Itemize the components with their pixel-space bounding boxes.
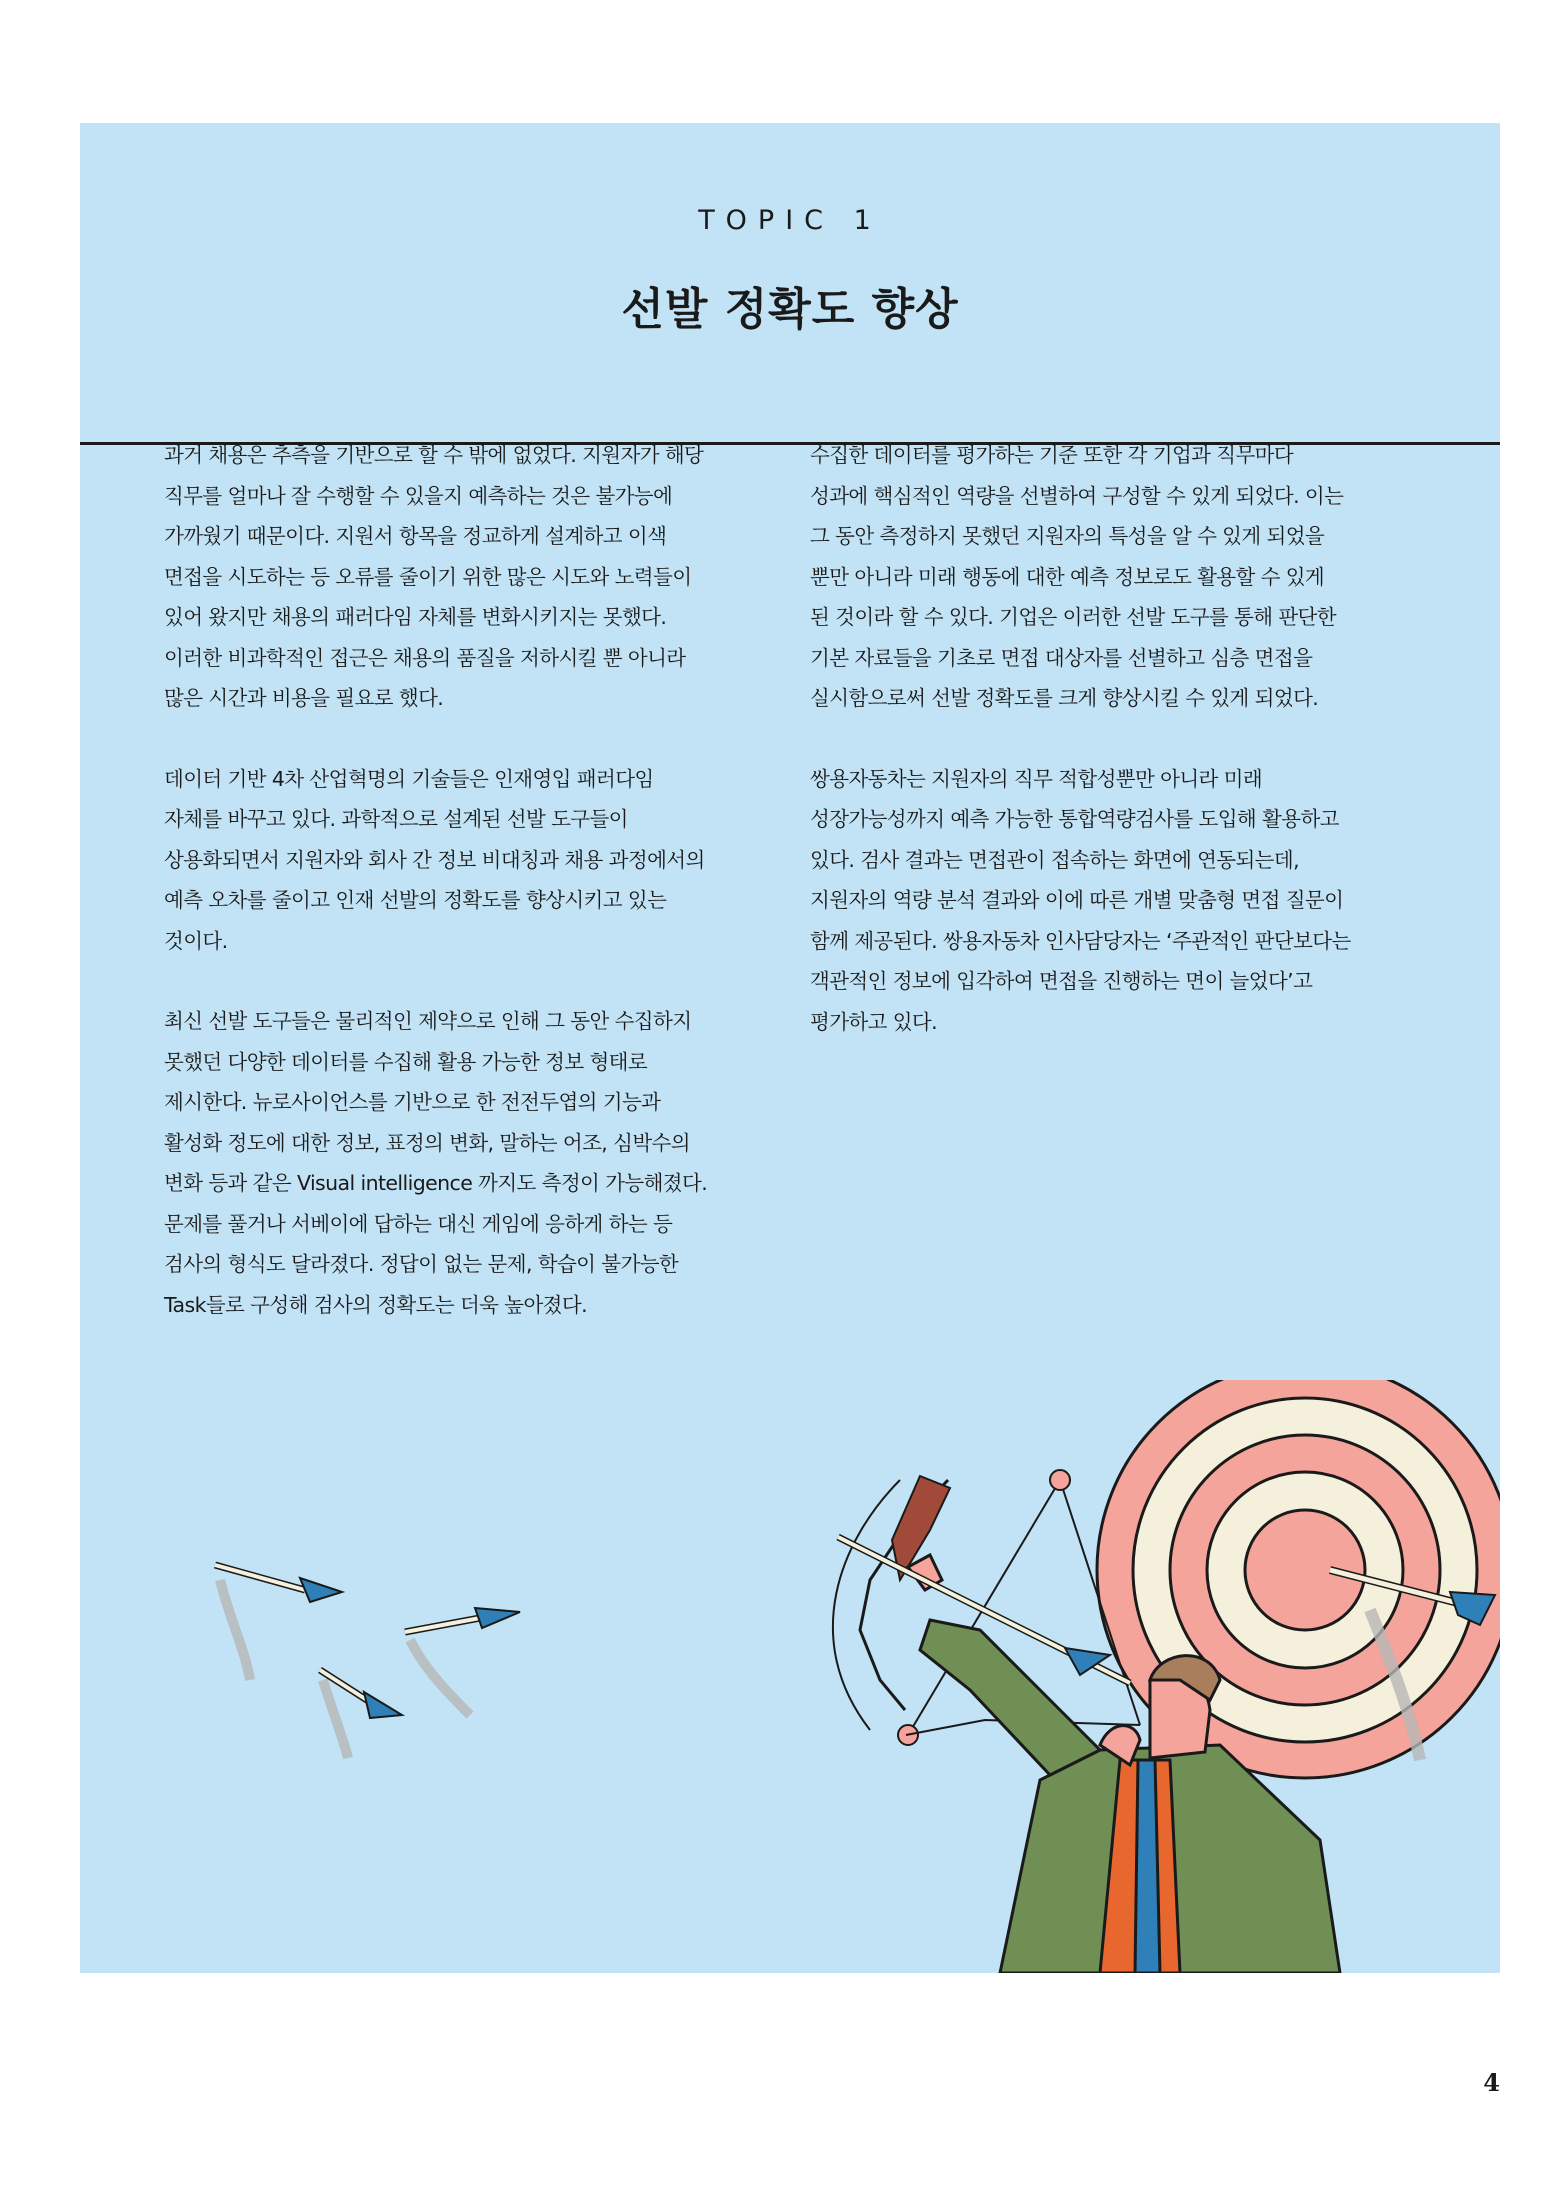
paragraph: 최신 선발 도구들은 물리적인 제약으로 인해 그 동안 수집하지 못했던 다양한 데이터를 수집해 활용 가능한 정보 형태로 제시한다. 뉴로사이언스를 기반으로 한 전전두엽의 기능과 활성화 정도에 대한 정보, 표정의 변화, 말하는 어조, 심박수의 변화 등과 같은 Visual intelligence 까지도 측정이 가능해졌다. 문제를 풀거나 서베이에 답하는 대신 게임에 응하게 하는 등 검사의 형식도 달라졌다. 정답이 없는 문제, 학습이 불가능한 Task들로 구성해 검사의 정확도는 더욱 높아졌다. (164, 1009, 708, 1317)
paragraph: 데이터 기반 4차 산업혁명의 기술들은 인재영입 패러다임 자체를 바꾸고 있다. 과학적으로 설계된 선발 도구들이 상용화되면서 지원자와 회사 간 정보 비대칭과 채용 과정에서의 예측 오차를 줄이고 인재 선발의 정확도를 향상시키고 있는 것이다. (164, 766, 705, 953)
archer-illustration (80, 1380, 1500, 1973)
page-number: 4 (1483, 2068, 1500, 2097)
flying-arrows (215, 1565, 520, 1758)
left-column (164, 435, 764, 1365)
topic-label: TOPIC 1 (698, 205, 882, 236)
paragraph: 과거 채용은 추측을 기반으로 할 수 밖에 없었다. 지원자가 해당 직무를 얼마나 잘 수행할 수 있을지 예측하는 것은 불가능에 가까웠기 때문이다. 지원서 항목을 정교하게 설계하고 이색 면접을 시도하는 등 오류를 줄이기 위한 많은 시도와 노력들이 있어 왔지만 채용의 패러다임 자체를 변화시키지는 못했다. 이러한 비과학적인 접근은 채용의 품질을 저하시킬 뿐 아니라 많은 시간과 비용을 필요로 했다. (164, 443, 704, 710)
paragraph: 쌍용자동차는 지원자의 직무 적합성뿐만 아니라 미래 성장가능성까지 예측 가능한 통합역량검사를 도입해 활용하고 있다. 검사 결과는 면접관이 접속하는 화면에 연동되는데, 지원자의 역량 분석 결과와 이에 따른 개별 맞춤형 면접 질문이 함께 제공된다. 쌍용자동차 인사담당자는 ‘주관적인 판단보다는 객관적인 정보에 입각하여 면접을 진행하는 면이 늘었다’고 평가하고 있다. (810, 766, 1351, 1034)
paragraph: 수집한 데이터를 평가하는 기준 또한 각 기업과 직무마다 성과에 핵심적인 역량을 선별하여 구성할 수 있게 되었다. 이는 그 동안 측정하지 못했던 지원자의 특성을 알 수 있게 되었을 뿐만 아니라 미래 행동에 대한 예측 정보로도 활용할 수 있게 된 것이라 할 수 있다. 기업은 이러한 선발 도구를 통해 판단한 기본 자료들을 기초로 면접 대상자를 선별하고 심층 면접을 실시함으로써 선발 정확도를 크게 향상시킬 수 있게 되었다. (810, 443, 1344, 710)
right-column (810, 435, 1410, 1082)
page-title: 선발 정확도 향상 (621, 284, 959, 335)
